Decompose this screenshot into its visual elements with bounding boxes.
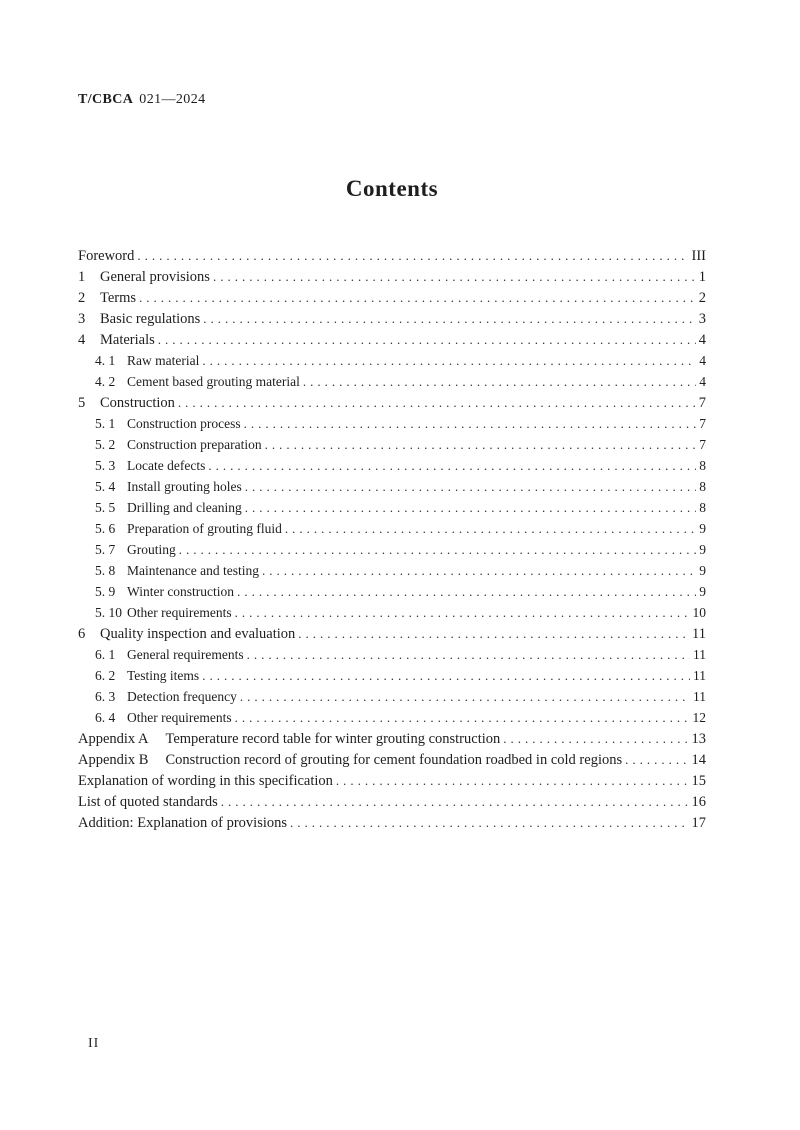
toc-entry[interactable] (78, 791, 706, 812)
toc-entry-label: Raw material (127, 353, 200, 368)
toc-entry[interactable] (78, 329, 706, 350)
toc-entry-page: 14 (691, 752, 706, 768)
toc-leader-dots (245, 476, 697, 497)
toc-entry-number: 4. 1 (95, 353, 116, 368)
toc-leader-dots (247, 644, 690, 665)
standard-number: 021—2024 (139, 92, 206, 107)
toc-entry-page: 16 (691, 794, 706, 810)
toc-entry[interactable] (78, 266, 706, 287)
toc-entry-number: 5. 5 (95, 500, 116, 515)
toc-leader-dots (202, 665, 690, 686)
toc-entry-page: 11 (692, 626, 706, 642)
toc-leader-dots (139, 287, 696, 309)
toc-entry-page: 11 (693, 647, 706, 662)
toc-leader-dots (202, 350, 696, 371)
toc-entry-page: 8 (699, 458, 706, 473)
toc-entry[interactable] (78, 602, 706, 623)
toc-entry-page: 11 (693, 668, 706, 683)
toc-entry-label: Locate defects (127, 458, 206, 473)
toc-leader-dots (244, 413, 697, 434)
toc-entry-label: List of quoted standards (78, 794, 218, 810)
toc-entry[interactable] (78, 707, 706, 728)
toc-entry[interactable] (78, 413, 706, 434)
toc-entry-page: 9 (699, 584, 706, 599)
toc-entry-label: General provisions (100, 269, 210, 285)
toc-entry-number: 5. 9 (95, 584, 116, 599)
toc-entry-page: 4 (699, 374, 706, 389)
toc-leader-dots (235, 602, 690, 623)
toc-entry-label: Construction record of grouting for cement foundation roadbed in cold regions (165, 752, 623, 768)
toc-entry-page: 1 (698, 269, 706, 285)
toc-entry-number: 4. 2 (95, 374, 116, 389)
toc-entry-label: Terms (100, 290, 137, 306)
toc-entry-page: III (691, 248, 706, 264)
toc-entry-page: 7 (699, 437, 706, 452)
toc-entry-page: 7 (699, 416, 706, 431)
toc-leader-dots (235, 707, 690, 728)
toc-entry-number: 4 (78, 332, 86, 348)
toc-leader-dots (208, 455, 696, 476)
toc-entry[interactable] (78, 392, 706, 413)
toc-entry-number: 6. 2 (95, 668, 116, 683)
toc-entry-number: 5. 8 (95, 563, 116, 578)
toc-entry[interactable] (78, 644, 706, 665)
toc-entry-page: 4 (699, 353, 706, 368)
toc-entry-number: 6 (78, 626, 86, 642)
toc-entry[interactable] (78, 350, 706, 371)
toc-entry-number: 5. 4 (95, 479, 116, 494)
toc-entry-number: 5. 2 (95, 437, 116, 452)
toc-entry-label: Foreword (78, 248, 135, 264)
toc-entry-page: 4 (698, 332, 706, 348)
toc-leader-dots (178, 392, 696, 414)
toc-leader-dots (245, 497, 697, 518)
toc-entry-label: Grouting (127, 542, 176, 557)
toc-entry[interactable] (78, 749, 706, 770)
toc-entry[interactable] (78, 455, 706, 476)
toc-entry-page: 9 (699, 563, 706, 578)
toc-entry-label: Install grouting holes (127, 479, 242, 494)
toc-entry-label: Temperature record table for winter grouting construction (165, 731, 501, 747)
toc-leader-dots (625, 749, 688, 771)
toc-entry-page: 8 (699, 479, 706, 494)
toc-entry[interactable] (78, 665, 706, 686)
toc-entry-label: Construction preparation (127, 437, 262, 452)
page-title: Contents (345, 176, 439, 201)
toc-entry[interactable] (78, 770, 706, 791)
toc-entry-number: 5 (78, 395, 86, 411)
toc-leader-dots (240, 686, 690, 707)
toc-leader-dots (303, 371, 696, 392)
toc-entry[interactable] (78, 371, 706, 392)
toc-entry-label: General requirements (127, 647, 244, 662)
toc-entry-label: Quality inspection and evaluation (100, 626, 296, 642)
toc-entry-number: 5. 1 (95, 416, 116, 431)
toc-entry[interactable] (78, 686, 706, 707)
toc-entry-label: Other requirements (127, 710, 232, 725)
toc-entry[interactable] (78, 245, 706, 266)
toc-leader-dots (262, 560, 696, 581)
toc-entry-number: 6. 3 (95, 689, 116, 704)
toc-entry-label: Addition: Explanation of provisions (78, 815, 288, 831)
toc-entry-page: 11 (693, 689, 706, 704)
toc-entry-page: 12 (692, 710, 706, 725)
toc-entry[interactable] (78, 434, 706, 455)
toc-entry-number: 2 (78, 290, 86, 306)
toc-entry-number: 5. 6 (95, 521, 116, 536)
toc-leader-dots (221, 791, 689, 813)
toc-entry-page: 3 (698, 311, 706, 327)
toc-leader-dots (285, 518, 696, 539)
document-code (78, 92, 206, 108)
toc-entry[interactable] (78, 539, 706, 560)
toc-entry[interactable] (78, 623, 706, 644)
toc-entry-number: 5. 7 (95, 542, 116, 557)
toc-entry[interactable] (78, 560, 706, 581)
toc-entry-number: 5. 10 (95, 605, 122, 620)
toc-entry-label: Construction (100, 395, 175, 411)
toc-entry[interactable] (78, 518, 706, 539)
toc-entry-label: Testing items (127, 668, 200, 683)
toc-entry-label: Construction process (127, 416, 241, 431)
toc-entry-label: Explanation of wording in this specification (78, 773, 333, 789)
toc-leader-dots (213, 266, 696, 288)
toc-entry-page: 17 (691, 815, 706, 831)
toc-entry-number: 6. 1 (95, 647, 116, 662)
toc-entry[interactable] (78, 287, 706, 308)
toc-leader-dots (265, 434, 697, 455)
toc-entry-number: Appendix A (78, 731, 149, 747)
toc-leader-dots (336, 770, 689, 792)
toc-entry-label: Basic regulations (100, 311, 201, 327)
standard-code: T/CBCA (78, 92, 134, 107)
toc-leader-dots (290, 812, 688, 834)
toc-leader-dots (158, 329, 696, 351)
toc-leader-dots (237, 581, 696, 602)
toc-entry-page: 7 (698, 395, 706, 411)
toc-entry-number: 3 (78, 311, 86, 327)
toc-leader-dots (203, 308, 695, 330)
toc-entry-label: Preparation of grouting fluid (127, 521, 282, 536)
toc-entry[interactable] (78, 308, 706, 329)
toc-entry-number: 1 (78, 269, 86, 285)
toc-entry-label: Other requirements (127, 605, 232, 620)
toc-entry-label: Cement based grouting material (127, 374, 300, 389)
toc-entry-page: 9 (699, 521, 706, 536)
toc-entry[interactable] (78, 581, 706, 602)
toc-leader-dots (137, 245, 688, 267)
toc-leader-dots (179, 539, 697, 560)
toc-entry-label: Drilling and cleaning (127, 500, 242, 515)
toc-leader-dots (503, 728, 688, 750)
toc-entry-page: 15 (691, 773, 706, 789)
toc-entry-page: 2 (698, 290, 706, 306)
toc-entry-number: 5. 3 (95, 458, 116, 473)
toc-list (78, 245, 706, 833)
toc-entry-number: 6. 4 (95, 710, 116, 725)
toc-entry[interactable] (78, 728, 706, 749)
toc-entry-page: 8 (699, 500, 706, 515)
toc-entry[interactable] (78, 476, 706, 497)
toc-entry[interactable] (78, 497, 706, 518)
toc-entry[interactable] (78, 812, 706, 833)
toc-entry-label: Maintenance and testing (127, 563, 259, 578)
toc-entry-label: Detection frequency (127, 689, 237, 704)
toc-entry-label: Materials (100, 332, 155, 348)
toc-entry-page: 10 (692, 605, 706, 620)
toc-leader-dots (298, 623, 689, 645)
toc-entry-page: 13 (691, 731, 706, 747)
toc-entry-page: 9 (699, 542, 706, 557)
toc-entry-number: Appendix B (78, 752, 149, 768)
page-number-footer: II (88, 1036, 100, 1051)
toc-entry-label: Winter construction (127, 584, 235, 599)
